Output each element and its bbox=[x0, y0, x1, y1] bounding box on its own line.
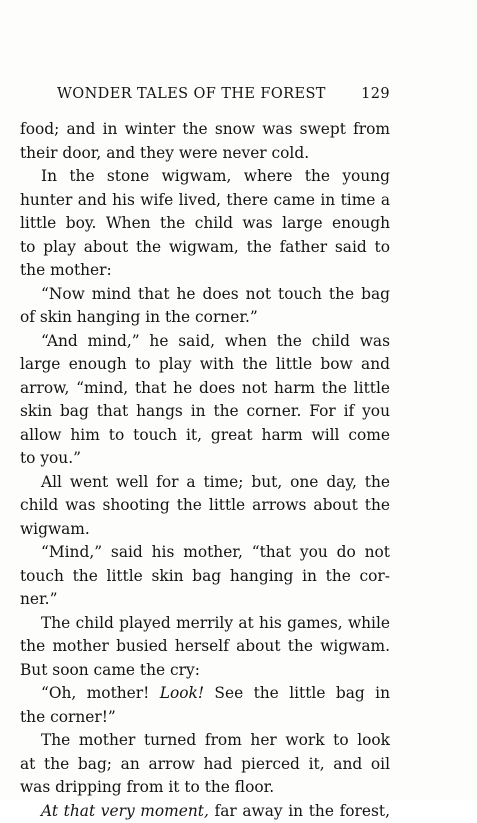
text-run: See the little bag in bbox=[204, 684, 390, 702]
body-text bbox=[20, 118, 390, 823]
text-line: touch the little skin bag hanging in the cor- bbox=[20, 565, 390, 589]
text-line: arrow, “mind, that he does not harm the little bbox=[20, 377, 390, 401]
text-line: wigwam. bbox=[20, 518, 390, 542]
text-line: The mother turned from her work to look bbox=[20, 729, 390, 753]
text-line: the mother: bbox=[20, 259, 390, 283]
text-line: their door, and they were never cold. bbox=[20, 142, 390, 166]
text-line: to play about the wigwam, the father said to bbox=[20, 236, 390, 260]
text-line: ner.” bbox=[20, 588, 390, 612]
text-line: to you.” bbox=[20, 447, 390, 471]
text-line: large enough to play with the little bow and bbox=[20, 353, 390, 377]
text-line bbox=[20, 800, 390, 823]
text-run: “Oh, mother! bbox=[41, 684, 160, 702]
text-line: But soon came the cry: bbox=[20, 659, 390, 683]
text-line: little boy. When the child was large enough bbox=[20, 212, 390, 236]
text-line: skin bag that hangs in the corner. For if you bbox=[20, 400, 390, 424]
text-line: All went well for a time; but, one day, the bbox=[20, 471, 390, 495]
page-number: 129 bbox=[361, 86, 390, 102]
text-line: allow him to touch it, great harm will come bbox=[20, 424, 390, 448]
running-head-title: WONDER TALES OF THE FOREST bbox=[57, 86, 326, 102]
text-line: of skin hanging in the corner.” bbox=[20, 306, 390, 330]
text-line: the corner!” bbox=[20, 706, 390, 730]
text-line: The child played merrily at his games, while bbox=[20, 612, 390, 636]
text-line: hunter and his wife lived, there came in time a bbox=[20, 189, 390, 213]
text-line bbox=[20, 682, 390, 706]
text-line: “Mind,” said his mother, “that you do not bbox=[20, 541, 390, 565]
text-line: at the bag; an arrow had pierced it, and oil bbox=[20, 753, 390, 777]
text-line: child was shooting the little arrows about the bbox=[20, 494, 390, 518]
text-run: far away in the forest, bbox=[209, 802, 390, 820]
text-line: food; and in winter the snow was swept from bbox=[20, 118, 390, 142]
running-header bbox=[57, 86, 390, 104]
text-line: In the stone wigwam, where the young bbox=[20, 165, 390, 189]
text-line: the mother busied herself about the wigwam. bbox=[20, 635, 390, 659]
italic-text: Look! bbox=[160, 684, 204, 702]
italic-text: At that very moment, bbox=[41, 802, 209, 820]
text-line: “And mind,” he said, when the child was bbox=[20, 330, 390, 354]
text-line: “Now mind that he does not touch the bag bbox=[20, 283, 390, 307]
text-line: was dripping from it to the floor. bbox=[20, 776, 390, 800]
